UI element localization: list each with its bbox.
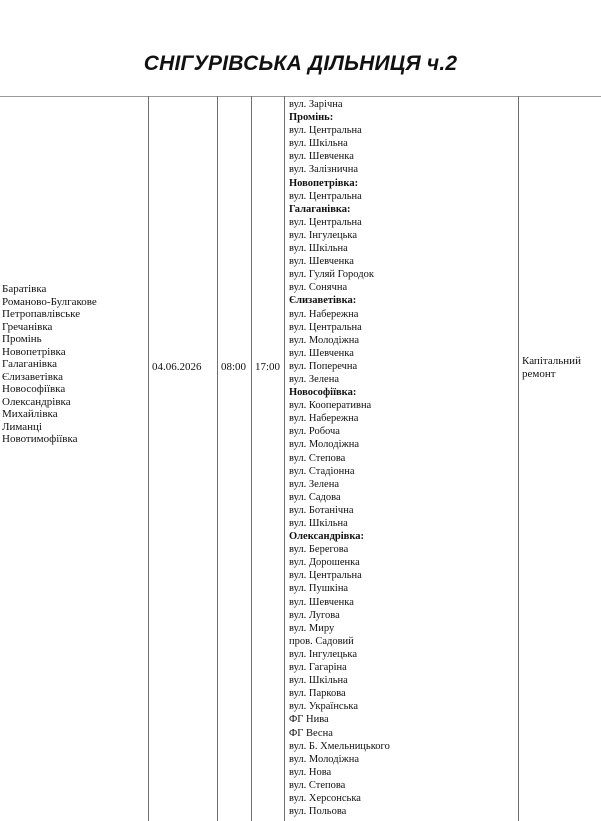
- street-item: вул. Шевченка: [289, 256, 354, 268]
- street-item: вул. Лугова: [289, 609, 340, 621]
- streets-cell: [289, 98, 390, 818]
- settlement-item: Романово-Булгакове: [2, 295, 97, 308]
- settlements-cell: [2, 283, 97, 446]
- page-title: СНІГУРІВСЬКА ДІЛЬНИЦЯ ч.2: [143, 52, 458, 75]
- settlement-item: Новософіївка: [2, 383, 66, 395]
- street-item: вул. Шкільна: [289, 675, 348, 687]
- settlement-header: Новософіївка:: [289, 387, 357, 399]
- work-type-line: Капітальний: [522, 355, 581, 367]
- street-item: вул. Шкільна: [289, 138, 348, 150]
- street-item: вул. Ботанічна: [289, 504, 354, 516]
- street-item: вул. Робоча: [289, 426, 340, 438]
- street-item: вул. Гагаріна: [289, 662, 347, 674]
- street-item: вул. Польова: [289, 806, 347, 818]
- date-cell: 04.06.2026: [152, 361, 202, 373]
- street-item: вул. Зарічна: [289, 99, 343, 110]
- settlement-item: Баратівка: [2, 283, 47, 295]
- street-item: вул. Степова: [289, 779, 346, 791]
- street-item: вул. Інгулецька: [289, 648, 357, 660]
- settlement-item: Галаганівка: [2, 358, 58, 370]
- street-item: вул. Молодіжна: [289, 753, 360, 765]
- street-item: вул. Дорошенка: [289, 557, 360, 569]
- street-item: вул. Зелена: [289, 478, 339, 490]
- table-top-border: [0, 96, 601, 97]
- settlement-item: Михайлівка: [2, 408, 58, 420]
- street-item: вул. Молодіжна: [289, 334, 360, 346]
- column-divider: [251, 96, 252, 821]
- column-divider: [284, 96, 285, 821]
- settlement-item: Гречанівка: [2, 320, 53, 333]
- street-item: вул. Садова: [289, 491, 341, 503]
- settlement-header: Галаганівка:: [289, 203, 351, 215]
- street-item: вул. Українська: [289, 701, 358, 713]
- street-item: вул. Стадіонна: [289, 465, 355, 477]
- work-type-line: ремонт: [522, 367, 556, 380]
- street-item: вул. Шкільна: [289, 518, 348, 529]
- settlement-item: Петропавлівське: [2, 308, 81, 320]
- street-item: вул. Молодіжна: [289, 439, 360, 451]
- time-start-cell: 08:00: [221, 361, 247, 373]
- street-item: ФГ Нива: [289, 714, 329, 726]
- street-item: вул. Центральна: [289, 125, 362, 137]
- settlement-header: Єлизаветівка:: [289, 295, 357, 307]
- street-item: вул. Інгулецька: [289, 229, 357, 241]
- column-divider: [518, 96, 519, 821]
- street-item: вул. Кооперативна: [289, 400, 372, 412]
- street-item: вул. Херсонська: [289, 792, 361, 804]
- street-item: вул. Залізнична: [289, 164, 358, 176]
- settlement-item: Новотимофіївка: [2, 433, 78, 445]
- street-item: пров. Садовий: [289, 635, 354, 647]
- street-item: вул. Паркова: [289, 688, 346, 700]
- street-item: ФГ Весна: [289, 727, 333, 739]
- street-item: вул. Б. Хмельницького: [289, 740, 390, 752]
- settlement-item: Новопетрівка: [2, 345, 66, 358]
- street-item: вул. Нова: [289, 766, 332, 778]
- street-item: вул. Берегова: [289, 544, 349, 556]
- column-divider: [148, 96, 149, 821]
- settlement-item: Лиманці: [2, 420, 42, 433]
- work-type-cell: [522, 355, 600, 380]
- street-item: вул. Центральна: [289, 190, 362, 202]
- street-item: вул. Пушкіна: [289, 583, 349, 595]
- street-item: вул. Центральна: [289, 321, 362, 333]
- street-item: вул. Шевченка: [289, 347, 354, 359]
- street-item: вул. Миру: [289, 622, 335, 634]
- street-item: вул. Шевченка: [289, 596, 354, 608]
- street-item: вул. Шкільна: [289, 243, 348, 255]
- column-divider: [217, 96, 218, 821]
- street-item: вул. Зелена: [289, 373, 339, 385]
- street-item: вул. Степова: [289, 452, 346, 464]
- settlement-item: Промінь: [2, 333, 42, 345]
- street-item: вул. Центральна: [289, 570, 362, 582]
- street-item: вул. Гуляй Городок: [289, 269, 374, 281]
- street-item: вул. Поперечна: [289, 360, 358, 372]
- settlement-header: Новопетрівка:: [289, 177, 359, 189]
- street-item: вул. Шевченка: [289, 151, 354, 163]
- street-item: вул. Центральна: [289, 216, 362, 228]
- settlement-header: Олександрівка:: [289, 531, 364, 543]
- settlement-item: Єлизаветівка: [2, 370, 63, 383]
- street-item: вул. Набережна: [289, 308, 359, 320]
- street-item: вул. Сонячна: [289, 282, 348, 294]
- settlement-header: Промінь:: [289, 112, 334, 124]
- settlement-item: Олександрівка: [2, 395, 71, 408]
- time-end-cell: 17:00: [255, 361, 281, 373]
- street-item: вул. Набережна: [289, 413, 359, 425]
